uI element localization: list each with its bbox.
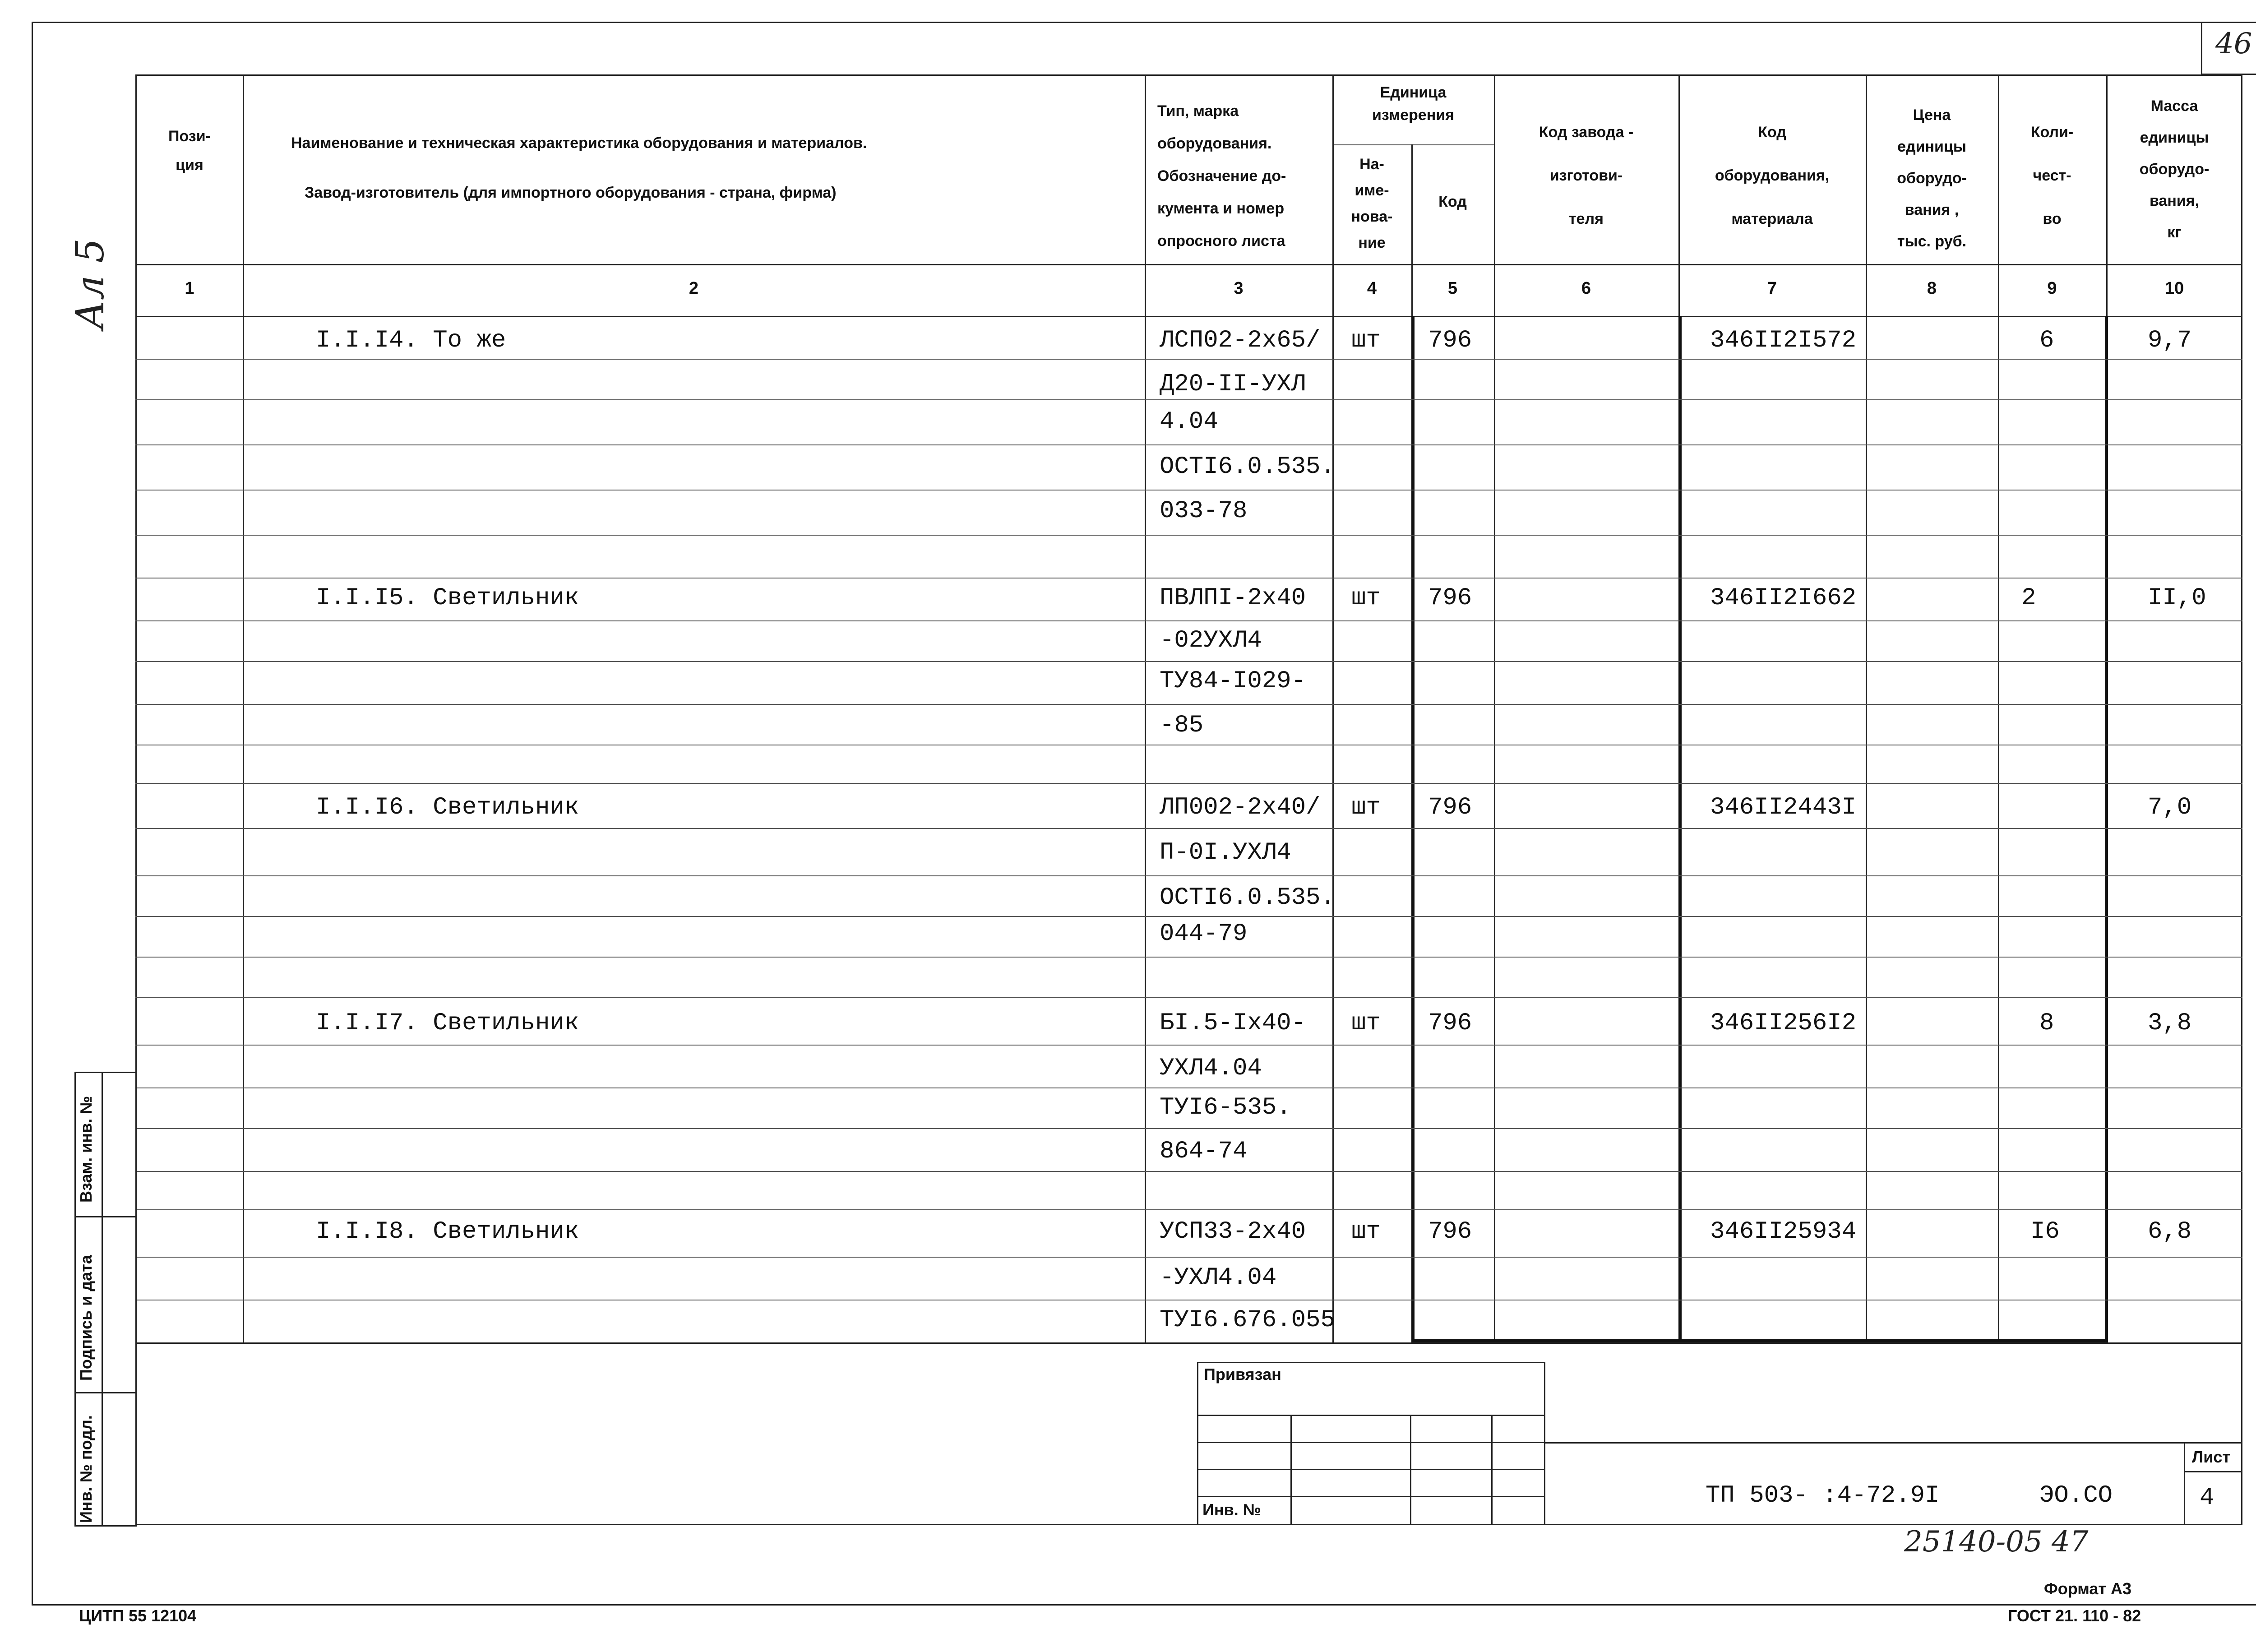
row-5-mass: 6,8 (2148, 1218, 2192, 1245)
row-1-qty: 6 (2039, 327, 2054, 354)
publisher-label: ЦИТП 55 12104 (79, 1606, 197, 1625)
row-4-type-4: 864-74 (1160, 1138, 1248, 1165)
row-4-qty: 8 (2039, 1009, 2054, 1037)
header-equipment-code: Код оборудования, материала (1715, 124, 1830, 227)
handwritten-number: 25140-05 47 (1904, 1525, 2089, 1559)
table-row-rule (135, 359, 2242, 360)
row-5-code: 346II25934 (1710, 1218, 1857, 1245)
table-row-rule (135, 661, 2242, 662)
table-row-rule (135, 1171, 2242, 1172)
table-row-rule (135, 620, 2242, 621)
row-3-type-3: ОСТI6.0.535. (1160, 884, 1335, 912)
table-row-rule (135, 444, 2242, 445)
gost-label: ГОСТ 21. 110 - 82 (2008, 1606, 2141, 1625)
colnum-3: 3 (1234, 279, 1244, 298)
colnum-6: 6 (1581, 279, 1591, 298)
row-2-type-2: -02УХЛ4 (1160, 627, 1262, 654)
table-row-rule (135, 875, 2242, 876)
row-3-unit-code: 796 (1428, 794, 1472, 821)
row-3-type-1: ЛП002-2х40/ (1160, 794, 1321, 821)
header-price: Цена единицы оборудо- вания , тыс. руб. (1897, 106, 1967, 250)
header-position: Пози- ция (168, 128, 211, 174)
colnum-10: 10 (2164, 279, 2184, 298)
row-4-type-3: ТУI6-535. (1160, 1094, 1291, 1121)
row-1-type-3: 4.04 (1160, 408, 1218, 435)
table-row-rule (135, 1128, 2242, 1129)
row-4-type-2: УХЛ4.04 (1160, 1055, 1262, 1082)
row-2-unit-code: 796 (1428, 584, 1472, 612)
inv-label: Инв. № (1202, 1500, 1261, 1519)
row-1-type-2: Д20-II-УХЛ (1160, 370, 1306, 398)
colnum-8: 8 (1927, 279, 1937, 298)
table-row-rule (135, 828, 2242, 829)
margin-note: Ал 5 (68, 238, 113, 329)
header-quantity: Коли- чест- во (2030, 124, 2074, 227)
side-stamp-inventory: Инв. № подл. (77, 1415, 95, 1523)
row-5-type-3: ТУI6.676.055 (1160, 1306, 1335, 1334)
row-1-mass: 9,7 (2148, 327, 2192, 354)
sheet-number: 4 (2200, 1484, 2214, 1512)
row-2-mass: II,0 (2148, 584, 2206, 612)
table-row-rule (135, 997, 2242, 998)
row-3-unit: шт (1351, 794, 1381, 821)
table-row-rule (135, 916, 2242, 917)
row-1-type-1: ЛСП02-2х65/ (1160, 327, 1321, 354)
table-row-rule (135, 783, 2242, 784)
table-row-rule (135, 1045, 2242, 1046)
row-3-code: 346II2443I (1710, 794, 1857, 821)
header-type: Тип, марка оборудования. Обозначение до- кумента и номер опросного листа (1157, 102, 1286, 250)
row-3-type-4: 044-79 (1160, 920, 1248, 948)
row-1-unit: шт (1351, 327, 1381, 354)
colnum-9: 9 (2047, 279, 2057, 298)
colnum-1: 1 (185, 279, 194, 298)
side-stamp-signature: Подпись и дата (77, 1255, 95, 1381)
side-stamp-replace: Взам. инв. № (77, 1096, 95, 1203)
row-5-unit: шт (1351, 1218, 1381, 1245)
table-row-rule (135, 490, 2242, 491)
row-4-unit-code: 796 (1428, 1009, 1472, 1037)
header-unit-name: На- име- нова- ние (1351, 156, 1393, 251)
table-row-rule (135, 535, 2242, 536)
row-2-qty: 2 (2021, 584, 2036, 612)
colnum-2: 2 (689, 279, 699, 298)
header-plant-code: Код завода - изготови- теля (1539, 124, 1634, 227)
header-unit-code: Код (1438, 193, 1467, 210)
colnum-7: 7 (1767, 279, 1777, 298)
table-row-rule (135, 957, 2242, 958)
row-1-unit-code: 796 (1428, 327, 1472, 354)
row-5-unit-code: 796 (1428, 1218, 1472, 1245)
doc-code: ТП 503- :4-72.9I (1706, 1482, 1940, 1509)
row-3-name: I.I.I6. Светильник (316, 794, 579, 821)
row-2-name: I.I.I5. Светильник (316, 584, 579, 612)
row-4-mass: 3,8 (2148, 1009, 2192, 1037)
doc-mark: ЭО.СО (2039, 1482, 2113, 1509)
row-1-name: I.I.I4. То же (316, 327, 506, 354)
row-1-type-5: 033-78 (1160, 497, 1248, 525)
table-row-rule (135, 399, 2242, 400)
row-2-type-1: ПВЛПI-2х40 (1160, 584, 1306, 612)
row-3-type-2: П-0I.УХЛ4 (1160, 839, 1291, 866)
row-2-unit: шт (1351, 584, 1381, 612)
row-2-type-3: ТУ84-I029- (1160, 667, 1306, 695)
format-label: Формат А3 (2044, 1579, 2132, 1598)
row-1-type-4: ОСТI6.0.535. (1160, 453, 1335, 481)
header-name: Наименование и техническая характеристика оборудования и материалов. Завод-изготовитель (для импортного оборудования - страна, фирма) (291, 134, 867, 201)
row-5-type-2: -УХЛ4.04 (1160, 1264, 1277, 1291)
header-unit-group: Единица измерения (1372, 84, 1454, 124)
table-row-rule (135, 704, 2242, 705)
sheet-corner-number: 46 (2215, 27, 2252, 60)
colnum-4: 4 (1367, 279, 1377, 298)
colnum-5: 5 (1447, 279, 1458, 298)
table-row-rule (135, 1087, 2242, 1088)
row-4-code: 346II256I2 (1710, 1009, 1857, 1037)
row-4-name: I.I.I7. Светильник (316, 1009, 579, 1037)
row-4-unit: шт (1351, 1009, 1381, 1037)
row-1-code: 346II2I572 (1710, 327, 1857, 354)
row-3-mass: 7,0 (2148, 794, 2192, 821)
row-4-type-1: БI.5-Iх40- (1160, 1009, 1306, 1037)
row-5-type-1: УСП33-2х40 (1160, 1218, 1306, 1245)
table-row-rule (135, 1209, 2242, 1210)
header-mass: Масса единицы оборудо- вания, кг (2139, 97, 2210, 241)
row-5-qty: I6 (2030, 1218, 2060, 1245)
row-2-type-4: -85 (1160, 712, 1204, 739)
row-5-name: I.I.I8. Светильник (316, 1218, 579, 1245)
row-2-code: 346II2I662 (1710, 584, 1857, 612)
sheet-label: Лист (2192, 1448, 2231, 1466)
bound-label: Привязан (1204, 1365, 1281, 1384)
table-row-rule (135, 1257, 2242, 1258)
